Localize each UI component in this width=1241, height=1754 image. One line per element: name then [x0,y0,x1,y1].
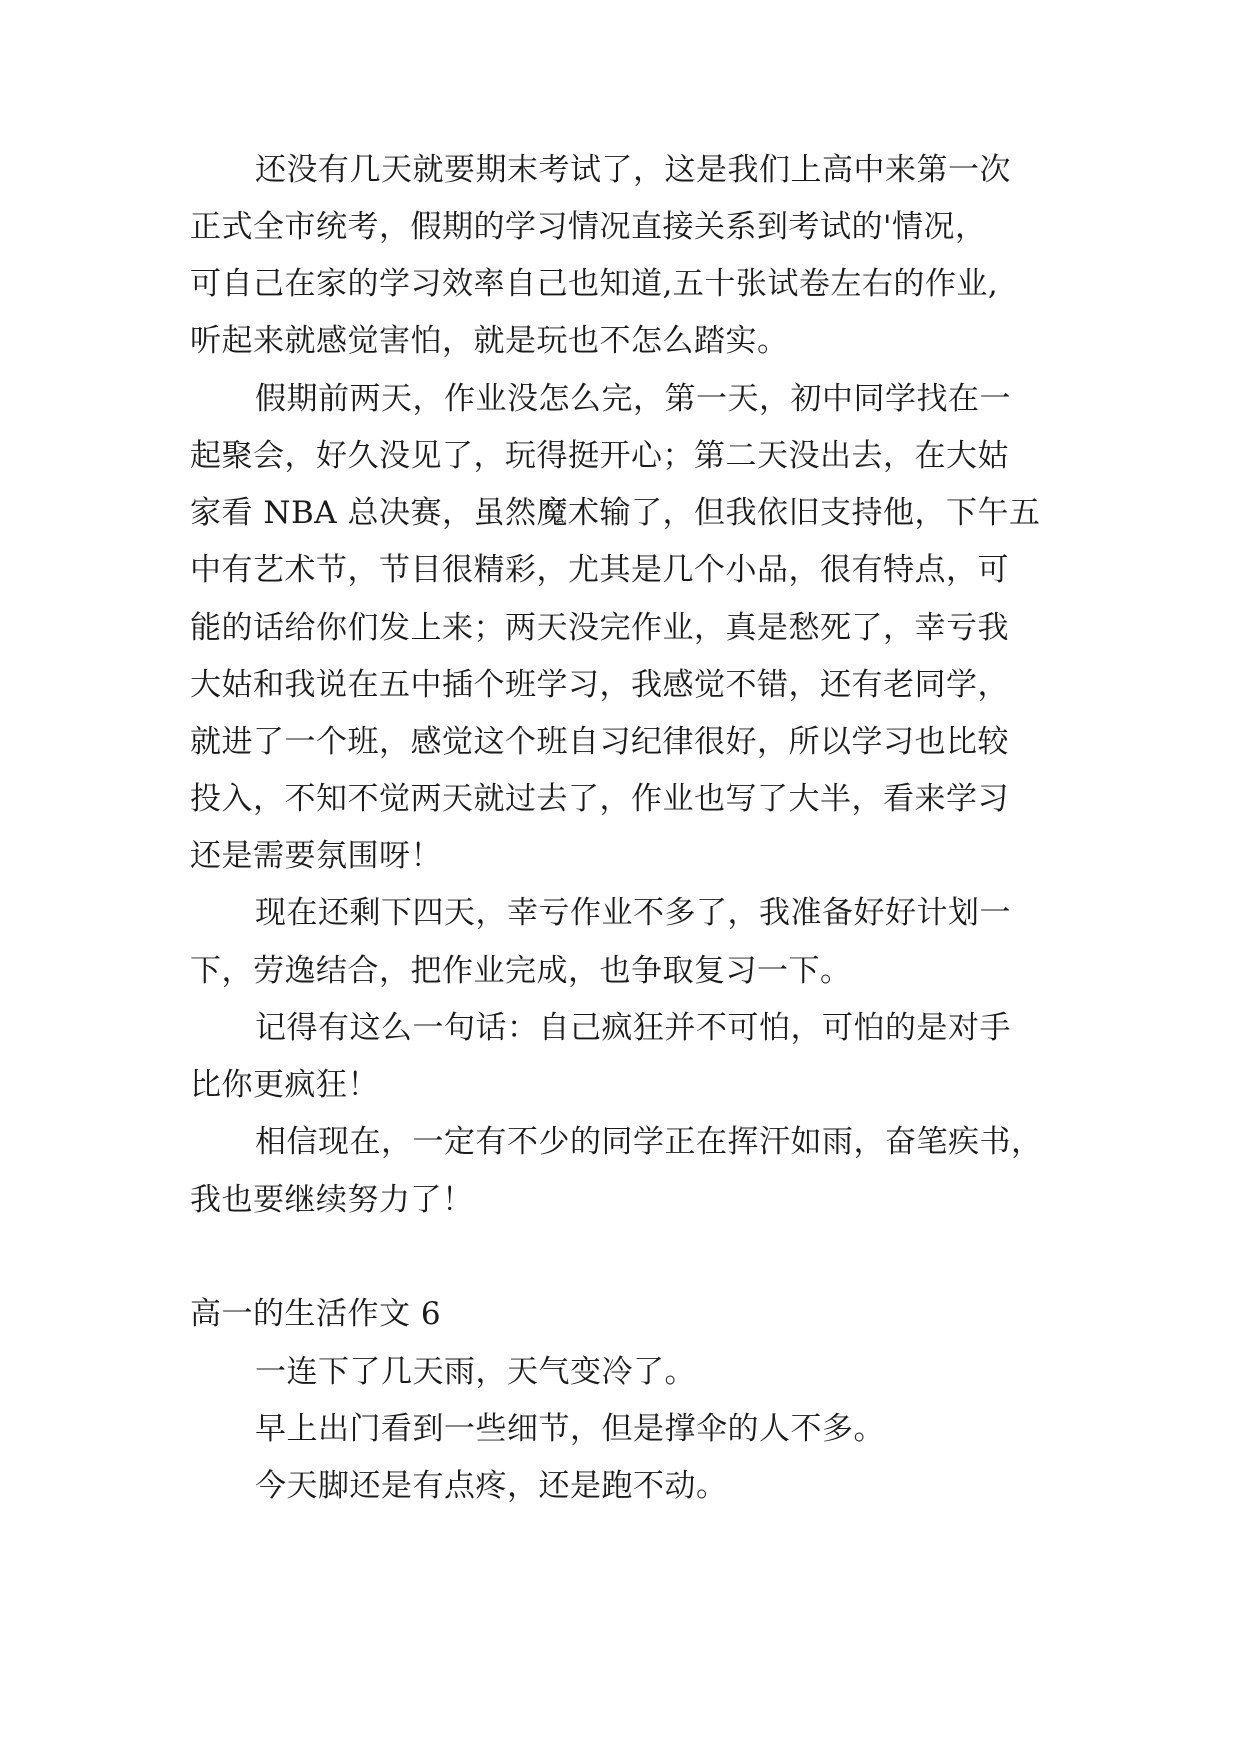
paragraph-line: 今天脚还是有点疼，还是跑不动。 [255,1468,728,1504]
paragraph-line: 能的话给你们发上来；两天没完作业，真是愁死了，幸亏我 [190,610,1009,646]
paragraph-line: 家看 NBA 总决赛，虽然魔术输了，但我依旧支持他，下午五 [190,495,1041,531]
paragraph-line: 起聚会，好久没见了，玩得挺开心；第二天没出去，在大姑 [190,438,1009,474]
paragraph-line: 就进了一个班，感觉这个班自习纪律很好，所以学习也比较 [190,724,1009,760]
paragraph-line: 现在还剩下四天，幸亏作业不多了，我准备好好计划一 [255,895,1011,931]
paragraph-line: 下，劳逸结合，把作业完成，也争取复习一下。 [190,953,852,989]
paragraph-line: 正式全市统考，假期的学习情况直接关系到考试的'情况， [190,209,987,245]
paragraph-line: 可自己在家的学习效率自己也知道,五十张试卷左右的作业, [190,266,999,302]
paragraph-line: 还没有几天就要期末考试了，这是我们上高中来第一次 [255,152,1011,188]
paragraph-line: 相信现在，一定有不少的同学正在挥汗如雨，奋笔疾书， [255,1124,1043,1160]
paragraph-line: 还是需要氛围呀！ [190,838,442,874]
paragraph-line: 假期前两天，作业没怎么完，第一天，初中同学找在一 [255,381,1011,417]
paragraph-line: 早上出门看到一些细节，但是撑伞的人不多。 [255,1411,885,1447]
paragraph-line: 一连下了几天雨，天气变冷了。 [255,1354,696,1390]
paragraph-line: 听起来就感觉害怕，就是玩也不怎么踏实。 [190,323,789,359]
paragraph-line: 我也要继续努力了！ [190,1182,474,1218]
paragraph-line: 大姑和我说在五中插个班学习，我感觉不错，还有老同学， [190,667,1009,703]
paragraph-line: 比你更疯狂！ [190,1067,379,1103]
paragraph-line: 中有艺术节，节目很精彩，尤其是几个小品，很有特点，可 [190,552,1009,588]
paragraph-line: 记得有这么一句话：自己疯狂并不可怕，可怕的是对手 [255,1010,1011,1046]
paragraph-line: 投入，不知不觉两天就过去了，作业也写了大半，看来学习 [190,781,1009,817]
section-heading: 高一的生活作文 6 [190,1296,442,1332]
